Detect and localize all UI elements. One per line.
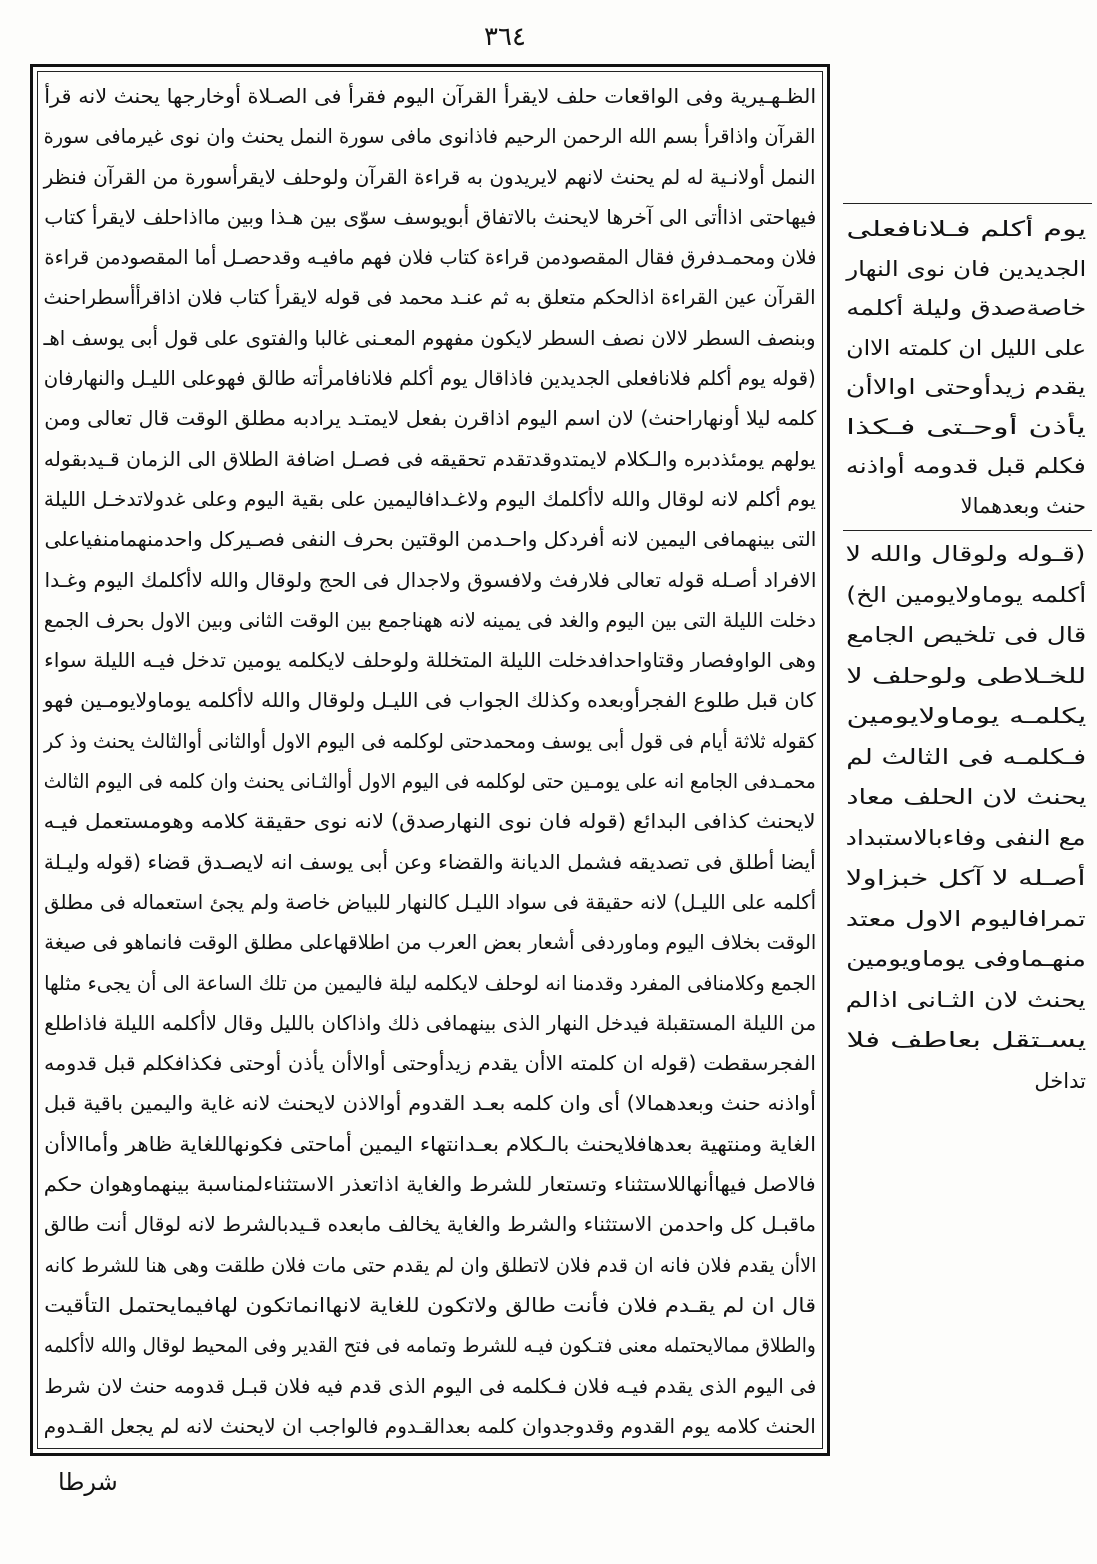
margin-note-line: حنث وبعدهمالا [960, 493, 1086, 518]
margin-note-line: قال فى تلخيص الجامع [845, 623, 1086, 647]
margin-note-line: فـكلمـه فى الثالث لم [845, 744, 1086, 769]
main-text-line: الوقت بخلاف اليوم وماوردفى أشعار بعض العرب من اطلاقهاعلى مطلق الوقت فانماهو فى صيغة [43, 930, 816, 955]
main-text-line: كلمه ليلا أونهاراحنث) لان اسم اليوم اذاقرن بفعل لايمتـد يرادبه مطلق الوقت قال تعالى ومن [43, 406, 816, 431]
main-text-line: التى بينهمافى اليمين لانه أفردكل واحـدمن الوقتين بحرف النفى فصـيركل واحدمنهمامنفياعلى [43, 527, 816, 552]
main-text-line: فالاصل فيهاأنهاللاستثناء وتستعار للشرط والغاية اذاتعذر الاستثناءلمناسبة بينهماوهوان حكم [44, 1172, 816, 1197]
catchword: شرطا [58, 1468, 118, 1496]
main-text [44, 76, 816, 1446]
margin-note-line: يحنث لان الثـانى اذالم [846, 987, 1086, 1012]
margin-note-line: تداخل [1034, 1068, 1086, 1093]
main-text-line: القرآن واذاقرأ بسم الله الرحمن الرحيم فاذانوى مافى سورة النمل يحنث وان نوى غيرمافى سورة [44, 124, 816, 149]
main-text-line: والطلاق ممالايحتمله معنى فتـكون فيـه للشرط وتمامه فى فتح القدير وفى المحيط لوقال والله لاأكلمه [44, 1333, 816, 1358]
margin-note-line: الجديدين فان نوى النهار [845, 256, 1086, 281]
main-text-line: قال ان لم يقـدم فلان فأنت طالق ولاتكون للغاية لانهاانماتكون لهافيمايحتمل التأقيت [44, 1292, 816, 1317]
main-text-line: الفجرسقطت (قوله ان كلمته الاأن يقدم زيدأوحتى أوالاأن يأذن أوحتى فكذافكلم قبل قدومه [43, 1051, 816, 1076]
main-text-line: الغاية ومنتهية بعدهافلايحنث بالـكلام بعـدانتهاء اليمين أماحتى فكونهاللغاية ظاهر وأماالاأن [44, 1131, 816, 1156]
margin-note-line: يسـتقل بعاطف فلا [845, 1028, 1086, 1052]
margin-note-line: يحنث لان الحلف معاد [845, 785, 1086, 809]
main-text-line: أيضا أطلق فى تصديقه فشمل الديانة والقضاء وعن أبى يوسف انه لايصـدق قضاء (قوله وليـلة [44, 849, 816, 874]
margin-divider [843, 203, 1092, 204]
margin-note-line: تمرافاليوم الاول معتد [846, 906, 1086, 931]
main-text-line: وبنصف السطر لالان نصف السطر لايكون مفهوم المعـنى غالبا والفتوى على قول أبى يوسف اهـ [44, 325, 816, 350]
main-text-line: وهى الواوفصار وقتاواحدافدخلت الليلة المتخللة ولوحلف لايكلمه يومين تدخل فيـه الليلة سواء [44, 648, 816, 673]
main-text-line: الافراد أصـله قوله تعالى فلارفث ولافسوق ولاجدال فى الحج ولوقال والله لاأكلمك اليوم وغـدا [44, 567, 816, 592]
main-text-line: (قوله يوم أكلم فلانافعلى الجديدين فاذاقال يوم أكلم فلانافامرأته طالق فهوعلى الليـل والنهارفان [43, 366, 816, 391]
main-text-line: محمـدفى الجامع انه على يومـين حتى لوكلمه فى اليوم الاول أوالثـانى يحنث وان كلمه فى اليوم الثالث [44, 769, 816, 794]
margin-note-line: يوم أكلم فـلانافعلى [845, 217, 1086, 241]
margin-divider [843, 530, 1092, 531]
margin-note-line: يأذن أوحـتى فـكذا [845, 414, 1086, 439]
main-text-line: فى اليوم الذى يقدم فيـه فلان فـكلمه فى اليوم الذى قدم فيه فلان قبـل قدومه حنث لان شرط [44, 1373, 816, 1398]
main-text-line: الحنث كلامه يوم القدوم وقدوجدوان كلمه بعدالقـدوم فالواجب ان لايحنث لانه لم يجعل القـدوم [43, 1413, 816, 1438]
main-text-line: ماقبـل كل واحدمن الاستثناء والشرط والغاية يخالف مابعده قـيدبالشرط لانه لوقال أنت طالق [43, 1212, 816, 1237]
margin-note-block [846, 210, 1086, 526]
margin-note-block [846, 534, 1086, 1101]
main-text-line: الظـهـيرية وفى الواقعات حلف لايقرأ القرآن اليوم فقرأ فى الصـلاة أوخارجها يحنث لانه قرأ [44, 84, 816, 108]
main-text-line: الجمع وكلامنافى المفرد وقدمنا انه لوحلف لايكلمه ليلة فاليمين من تلك الساعة الى أن يجىء مثلها [43, 970, 816, 995]
main-text-line: لايحنث كذافى البدائع (قوله فان نوى النهارصدق) لانه نوى حقيقة كلامه وهومستعمل فيـه [43, 809, 816, 834]
main-text-line: أواذنه حنث وبعدهمالا) أى وان كلمه بعـد القدوم أوالاذن لايحنث لانه غاية واليمين باقية قبل [43, 1091, 816, 1116]
margin-note-line: (قـوله ولوقال والله لا [845, 542, 1086, 566]
margin-note-line: يكلمـه يوماولايومين [845, 704, 1086, 728]
main-text-line: من الليلة المستقبلة فيدخل النهار الذى بينهمافى ذلك واذاكان بالليل وقال لاأكلمه الليلة فاذاطلع [44, 1010, 816, 1035]
main-text-line: النمل أولانـية له لم يحنث لانهم لايريدون به قراءة القرآن ولوحلف لايقرأسورة من القرآن فنظر [44, 164, 816, 189]
main-text-line: دخلت الليلة التى بين اليوم والغد فى يمينه لانه ههناجمع بين الوقت الثانى وبين الاول بحرف الجمع [44, 607, 816, 632]
margin-note-line: منهـماوفى يوماويومين [846, 947, 1086, 971]
margin-note-line: فكلم قبل قدومه أواذنه [846, 454, 1086, 478]
main-text-line: يولهم يومئذدبره والـكلام لايمتدوقدتقدم تحقيقه فى فصـل اضافة الطلاق الى الزمان قـيدبقوله [44, 446, 816, 471]
page-number: ٣٦٤ [484, 22, 526, 52]
main-text-line: كان قبل طلوع الفجرأوبعده وكذلك الجواب فى الليـل ولوقال والله لاأكلمه يوماولايومـين فهو [44, 688, 816, 713]
margin-note-line: خاصةصدق وليلة أكلمه [846, 296, 1086, 320]
main-text-line: يوم أكلم لانه لوقال والله لاأكلمك اليوم ولاغـدافاليمين على بقية اليوم وعلى غدولاتدخـل الليلة [43, 486, 816, 511]
main-text-line: كقوله ثلاثة أيام فى قول أبى يوسف ومحمدحتى لوكلمه فى اليوم الاول أوالثانى أوالثالث يحنث وذ كر [43, 728, 816, 753]
margin-note-line: للخـلاطى ولوحلف لا [846, 663, 1086, 688]
margin-note-line: مع النفى وفاءبالاستبداد [845, 825, 1086, 850]
margin-note-line: يقدم زيدأوحتى اوالاأن [846, 375, 1086, 399]
margin-note-line: أصـله لا آكل خبزاولا [845, 866, 1086, 890]
main-text-line: فيهاحتى اذاأتى الى آخرها لايحنث بالاتفاق أبويوسف سوّى بين هـذا وبين مااذاحلف لايقرأ كتاب [44, 204, 816, 229]
margin-note-line: أكلمه يوماولايومين الخ) [846, 582, 1086, 607]
main-text-line: فلان ومحمـدفرق فقال المقصودمن قراءة كتاب فلان فهم مافيـه وقدحصـل أما المقصودمن قراءة [44, 245, 816, 270]
main-text-line: أكلمه على الليـل) لانه حقيقة فى سواد الليـل كالنهار للبياض خاصة ولم يجئ استعماله فى مطلق [44, 889, 816, 914]
main-text-line: الاأن يقدم فلان فانه ان قدم فلان لاتطلق وان لم يقدم حتى مات فلان طلقت وهى هنا للشرط كانه [44, 1252, 816, 1277]
main-text-line: القرآن عين القراءة اذالحكم متعلق به ثم عنـد محمد فى قوله لايقرأ كتاب فلان اذاقرأأسطراحنث [44, 285, 816, 310]
margin-note-line: على الليل ان كلمته الاان [846, 335, 1086, 360]
